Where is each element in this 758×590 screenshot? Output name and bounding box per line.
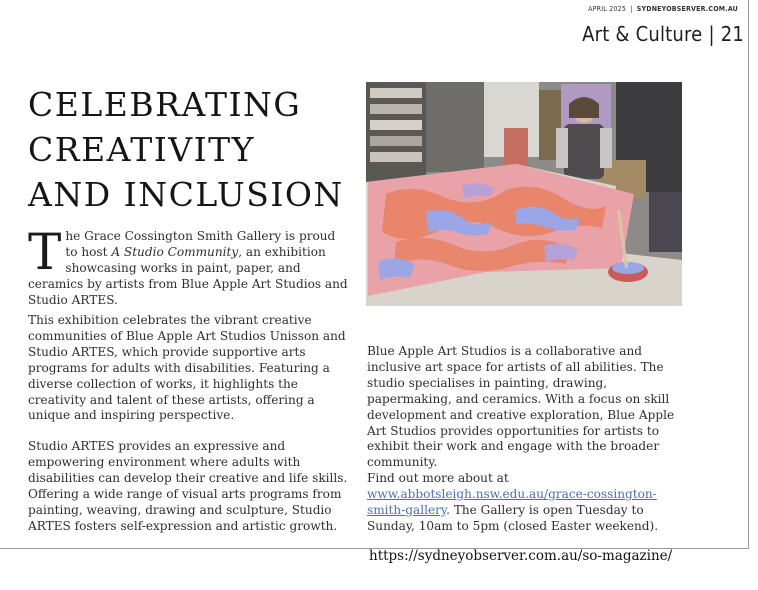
section-separator: | — [708, 22, 715, 46]
issue-separator: | — [630, 5, 633, 13]
issue-line — [588, 5, 738, 13]
site-name: SYDNEYOBSERVER.COM.AU — [636, 5, 738, 13]
paragraph-find-out-more — [367, 471, 687, 535]
article-photo — [366, 82, 682, 306]
intro-text-a: he Grace Cossington Smith Gallery is proud to host — [65, 229, 336, 259]
paragraph-studio-artes: Studio ARTES provides an expressive and empowering environment where adults with disabilities can develop their creative and life skills. Offering a wide range of visual arts programs from painting, weaving, drawing and sculpture, Studio ARTES fosters self-expression and artistic growth. — [28, 439, 348, 533]
article-headline: CELEBRATING CREATIVITY AND INCLUSION — [28, 85, 344, 214]
paragraph-blue-apple: Blue Apple Art Studios is a collaborative and inclusive art space for artists of all abilities. The studio specialises in painting, drawing, papermaking, and ceramics. With a focus on skill development and creative exploration, Blue Apple Art Studios provides opportunities for artists to exhibit their work and engage with the broader community. — [367, 344, 675, 470]
source-url[interactable]: https://sydneyobserver.com.au/so-magazine/ — [369, 548, 673, 564]
issue-date: APRIL 2025 — [588, 5, 627, 13]
section-name: Art & Culture — [582, 22, 703, 46]
gallery-hours: . The Gallery is open Tuesday to Sunday, 10am to 5pm (closed Easter weekend). — [367, 502, 659, 533]
gallery-link[interactable]: www.abbotsleigh.nsw.edu.au/grace-cossington-smith-gallery — [367, 486, 657, 517]
paragraph-exhibition: This exhibition celebrates the vibrant creative communities of Blue Apple Art Studios Unisson and Studio ARTES, which provide supportive arts programs for adults with disabilities. Featuring a diverse collection of works, it highlights the creativity and talent of these artists, offering a unique and inspiring perspective. — [28, 313, 346, 423]
intro-paragraph — [28, 223, 348, 309]
page-number: 21 — [720, 22, 744, 46]
studio-painting-photo — [366, 82, 682, 306]
drop-cap: T — [28, 223, 62, 281]
intro-text-b: , an exhibition showcasing works in paint, paper, and ceramics by artists from Blue Apple Art Studios and Studio ARTES. — [28, 244, 348, 307]
exhibition-title: A Studio Community — [111, 244, 239, 259]
find-out-text: Find out more about at — [367, 471, 509, 485]
section-header — [582, 22, 744, 46]
